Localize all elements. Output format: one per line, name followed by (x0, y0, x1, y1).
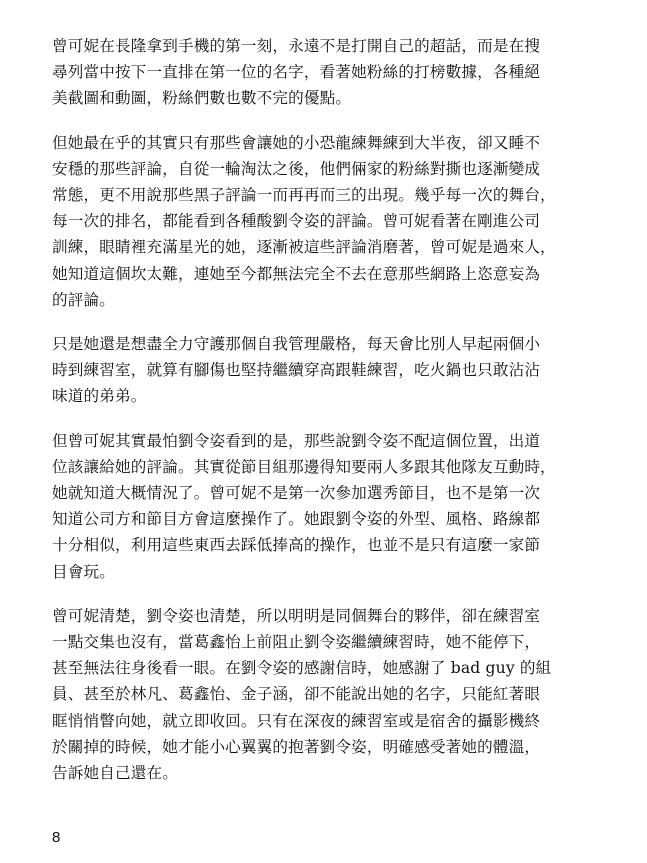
paragraph-line: 眶悄悄瞥向她，就立即收回。只有在深夜的練習室或是宿舍的攝影機終 (52, 711, 541, 730)
paragraph-line: 曾可妮在長隆拿到手機的第一刻，永遠不是打開自己的超話，而是在搜 (52, 37, 541, 55)
paragraph-line: 曾可妮清楚，劉令姿也清楚，所以明明是同個舞台的夥伴，卻在練習室 (52, 606, 541, 625)
paragraph-line: 知道公司方和節目方會這麼操作了。她跟劉令姿的外型、風格、路線都 (52, 510, 541, 529)
paragraph-line: 於關掉的時候，她才能小心翼翼的抱著劉令姿，明確感受著她的體溫， (52, 737, 541, 756)
paragraph-line: 告訴她自己還在。 (52, 764, 178, 783)
paragraph-line: 目會玩。 (52, 562, 115, 581)
paragraph-line: 美截圖和動圖，粉絲們數也數不完的優點。 (52, 89, 352, 108)
paragraph-1 (52, 33, 612, 112)
paragraph-line: 訓練，眼睛裡充滿星光的她，逐漸被這些評論消磨著，曾可妮是過來人， (52, 238, 556, 257)
paragraph-4 (52, 428, 612, 585)
body-text (52, 33, 612, 804)
page-number: 8 (52, 829, 61, 846)
paragraph-line: 時到練習室，就算有腳傷也堅持繼續穿高跟鞋練習，吃火鍋也只敢沾沾 (52, 361, 541, 380)
paragraph-2 (52, 130, 612, 313)
paragraph-5 (52, 603, 612, 786)
paragraph-line: 尋列當中按下一直排在第一位的名字，看著她粉絲的打榜數據，各種絕 (52, 63, 541, 82)
paragraph-line: 員、甚至於林凡、葛鑫怡、金子涵，卻不能說出她的名字，只能紅著眼 (52, 685, 541, 704)
paragraph-line: 只是她還是想盡全力守護那個自我管理嚴格，每天會比別人早起兩個小 (52, 335, 541, 354)
paragraph-line: 常態，更不用說那些黑子評論一而再再而三的出現。幾乎每一次的舞台， (52, 186, 556, 205)
paragraph-line: 她就知道大概情況了。曾可妮不是第一次參加選秀節目，也不是第一次 (52, 484, 541, 503)
paragraph-line: 位該讓給她的評論。其實從節目組那邊得知要兩人多跟其他隊友互動時， (52, 457, 556, 476)
paragraph-line: 味道的弟弟。 (52, 387, 147, 406)
paragraph-line: 的評論。 (52, 290, 115, 309)
paragraph-line: 十分相似，利用這些東西去踩低捧高的操作，也並不是只有這麼一家節 (52, 536, 541, 555)
paragraph-line: 一點交集也沒有，當葛鑫怡上前阻止劉令姿繼續練習時，她不能停下， (52, 633, 541, 652)
paragraph-line: 她知道這個坎太難，連她至今都無法完全不去在意那些網路上恣意妄為 (52, 264, 541, 283)
paragraph-line: 但她最在乎的其實只有那些會讓她的小恐龍練舞練到大半夜，卻又睡不 (52, 133, 541, 152)
paragraph-line: 安穩的那些評論，自從一輪淘汰之後，他們倆家的粉絲對撕也逐漸變成 (52, 159, 541, 178)
paragraph-line: 但曾可妮其實最怕劉令姿看到的是，那些說劉令姿不配這個位置，出道 (52, 431, 541, 450)
paragraph-3 (52, 331, 612, 410)
paragraph-line: 每一次的排名，都能看到各種酸劉令姿的評論。曾可妮看著在剛進公司 (52, 212, 541, 231)
paragraph-line: 甚至無法往身後看一眼。在劉令姿的感謝信時，她感謝了 bad guy 的組 (52, 659, 552, 678)
